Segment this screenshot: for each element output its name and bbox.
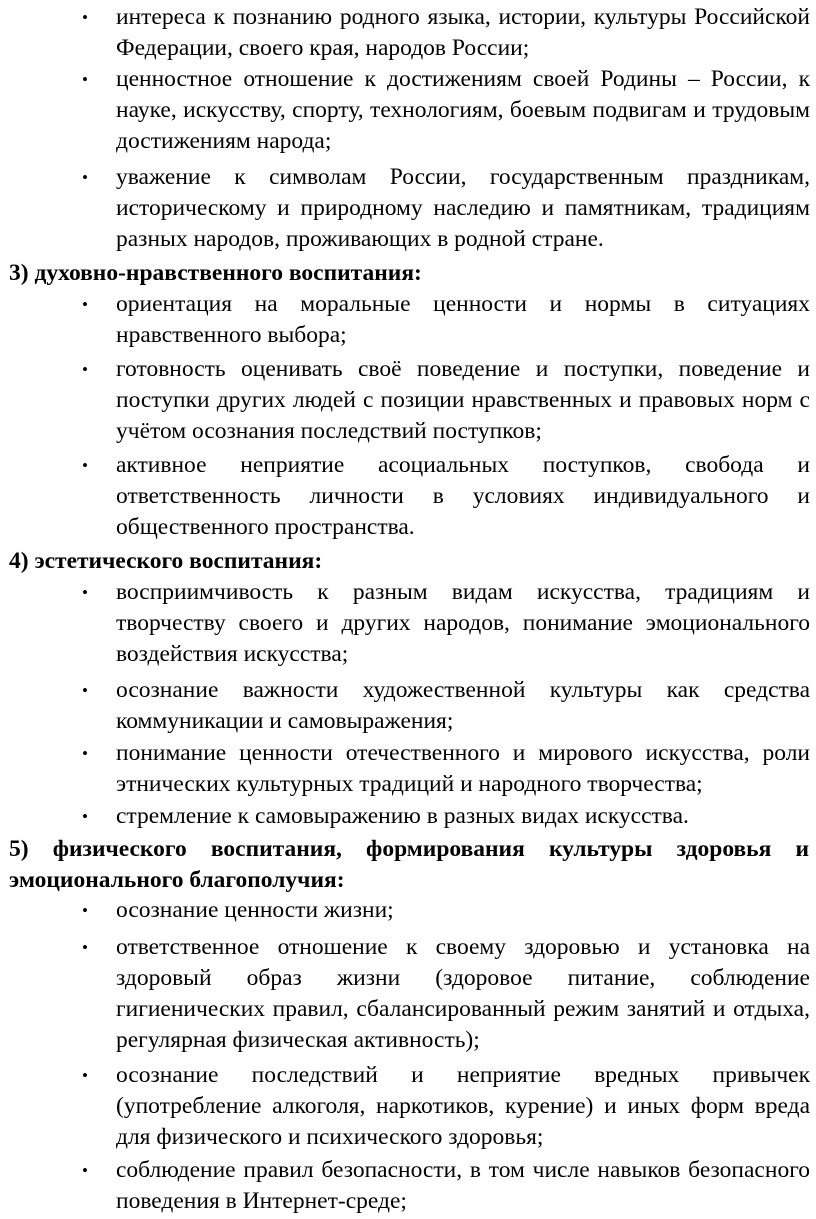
- bullet-icon: •: [82, 807, 88, 826]
- section-heading: 3) духовно-нравственного воспитания:: [9, 260, 422, 286]
- list-item-text: ценностное отношение к достижениям своей Родины – России, к науке, искусству, спорту, технологиям, боевым подвигам и трудовым достижениям народа;: [116, 66, 810, 154]
- list-item-text: ответственное отношение к своему здоровью и установка на здоровый образ жизни (здоровое питание, соблюдение гигиенических правил, сбалансированный режим занятий и отдыха, регулярная физическая активность);: [116, 934, 810, 1053]
- list-item-text: понимание ценности отечественного и мирового искусства, роли этнических культурных традиций и народного творчества;: [116, 740, 810, 797]
- list-item-text: восприимчивость к разным видам искусства, традициям и творчеству своего и других народов, понимание эмоционального воздействия искусства;: [116, 579, 810, 667]
- bullet-icon: •: [82, 1161, 88, 1180]
- bullet-icon: •: [82, 456, 88, 475]
- bullet-icon: •: [82, 295, 88, 314]
- section-heading: 4) эстетического воспитания:: [9, 548, 323, 574]
- list-item-text: соблюдение правил безопасности, в том числе навыков безопасного поведения в Интернет-среде;: [116, 1157, 810, 1214]
- list-item-text: стремление к самовыражению в разных видах искусства.: [116, 803, 689, 829]
- list-item-text: уважение к символам России, государственным праздникам, историческому и природному наследию и памятникам, традициям разных народов, проживающих в родной стране.: [116, 164, 810, 252]
- list-item-text: интереса к познанию родного языка, истории, культуры Российской Федерации, своего края, народов России;: [116, 4, 810, 61]
- bullet-icon: •: [82, 360, 88, 379]
- bullet-icon: •: [82, 583, 88, 602]
- list-item-text: ориентация на моральные ценности и нормы в ситуациях нравственного выбора;: [116, 291, 810, 348]
- list-item-text: активное неприятие асоциальных поступков, свобода и ответственность личности в условиях индивидуального и общественного пространства.: [116, 452, 810, 540]
- bullet-icon: •: [82, 1066, 88, 1085]
- bullet-icon: •: [82, 744, 88, 763]
- bullet-icon: •: [82, 70, 88, 89]
- section-heading: 5) физического воспитания, формирования культуры здоровья и эмоционального благополучия:: [9, 836, 809, 893]
- bullet-icon: •: [82, 168, 88, 187]
- bullet-icon: •: [82, 8, 88, 27]
- bullet-icon: •: [82, 901, 88, 920]
- list-item-text: готовность оценивать своё поведение и поступки, поведение и поступки других людей с позиции нравственных и правовых норм с учётом осознания последствий поступков;: [116, 356, 810, 444]
- bullet-icon: •: [82, 938, 88, 957]
- list-item-text: осознание ценности жизни;: [116, 897, 394, 923]
- list-item-text: осознание последствий и неприятие вредных привычек (употребление алкоголя, наркотиков, курение) и иных форм вреда для физического и психического здоровья;: [116, 1062, 810, 1150]
- list-item-text: осознание важности художественной культуры как средства коммуникации и самовыражения;: [116, 677, 810, 734]
- bullet-icon: •: [82, 681, 88, 700]
